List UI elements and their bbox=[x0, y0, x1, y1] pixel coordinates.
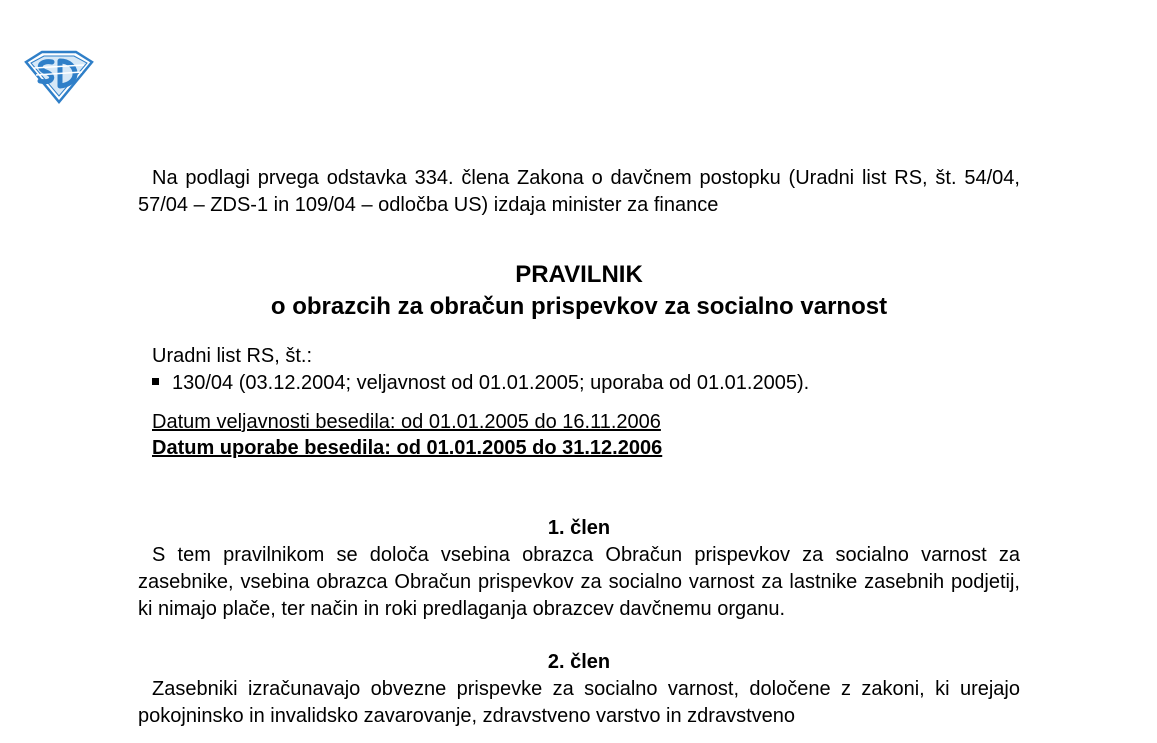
gazette-label: Uradni list RS, št.: bbox=[152, 345, 313, 367]
dates-section bbox=[138, 409, 1020, 461]
sd-shield-logo-icon bbox=[22, 48, 96, 104]
document-body bbox=[138, 165, 1020, 730]
article-2-heading: 2. člen bbox=[547, 651, 611, 673]
intro-paragraph: Na podlagi prvega odstavka 334. člena Zakona o davčnem postopku (Uradni list RS, št. 54/04, 57/04 – ZDS-1 in 109/04 – odločba US) izdaja minister za finance bbox=[138, 167, 1020, 216]
gazette-entry bbox=[152, 370, 1020, 397]
square-bullet-icon bbox=[152, 378, 159, 385]
title-line-1: PRAVILNIK bbox=[515, 261, 643, 288]
document-title bbox=[138, 259, 1020, 323]
article-1-text: S tem pravilnikom se določa vsebina obrazca Obračun prispevkov za socialno varnost za zasebnike, vsebina obrazca Obračun prispevkov za socialno varnost za lastnike zasebnih podjetij, ki nimajo plače, ter način in roki predlaganja obrazcev davčnemu organu. bbox=[138, 544, 1020, 620]
article-2-text: Zasebniki izračunavajo obvezne prispevke za socialno varnost, določene z zakoni, ki urejajo pokojninsko in invalidsko zavarovanje, zdravstveno varstvo in zdravstveno bbox=[138, 678, 1020, 727]
gazette-section bbox=[138, 343, 1020, 397]
article-1-heading: 1. člen bbox=[547, 517, 611, 539]
sd-logo bbox=[22, 48, 96, 104]
title-line-2: o obrazcih za obračun prispevkov za socialno varnost bbox=[270, 293, 888, 320]
use-date: Datum uporabe besedila: od 01.01.2005 do 31.12.2006 bbox=[152, 437, 663, 459]
gazette-entry-text: 130/04 (03.12.2004; veljavnost od 01.01.2005; uporaba od 01.01.2005). bbox=[172, 372, 810, 394]
validity-date: Datum veljavnosti besedila: od 01.01.2005 do 16.11.2006 bbox=[152, 411, 661, 433]
